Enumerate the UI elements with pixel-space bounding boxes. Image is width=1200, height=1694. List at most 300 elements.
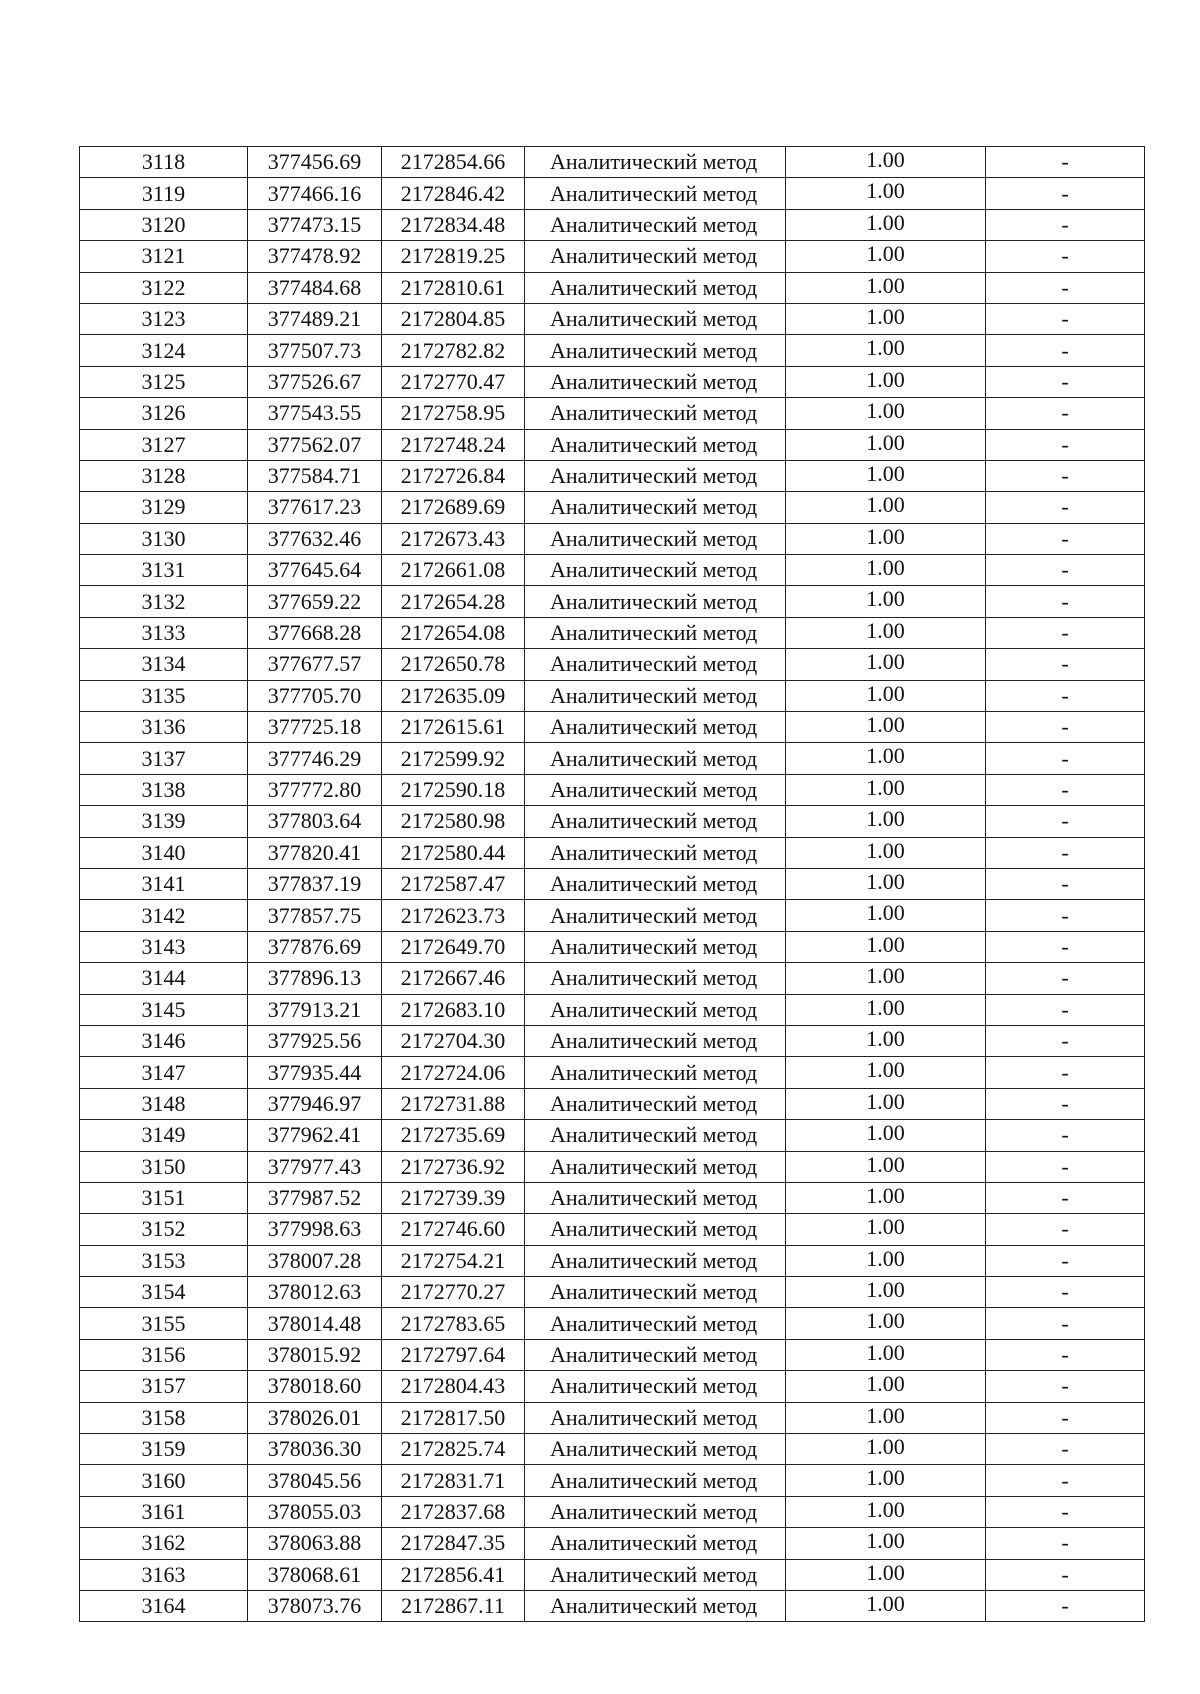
point-number-cell: 3130 — [80, 523, 248, 554]
y-coordinate-cell: 2172654.08 — [382, 617, 525, 648]
accuracy-cell: 1.00 — [786, 1120, 986, 1151]
y-coordinate-cell: 2172867.11 — [382, 1590, 525, 1621]
method-cell: Аналитический метод — [525, 492, 786, 523]
point-number-cell: 3133 — [80, 617, 248, 648]
y-coordinate-cell: 2172831.71 — [382, 1465, 525, 1496]
point-number-cell: 3143 — [80, 931, 248, 962]
note-cell: - — [986, 774, 1145, 805]
y-coordinate-cell: 2172615.61 — [382, 712, 525, 743]
x-coordinate-cell: 378014.48 — [248, 1308, 382, 1339]
coordinates-table — [79, 146, 1145, 1622]
method-cell: Аналитический метод — [525, 460, 786, 491]
y-coordinate-cell: 2172736.92 — [382, 1151, 525, 1182]
table-row — [80, 1590, 1145, 1621]
note-cell: - — [986, 900, 1145, 931]
method-cell: Аналитический метод — [525, 1465, 786, 1496]
note-cell: - — [986, 1371, 1145, 1402]
accuracy-cell: 1.00 — [786, 1057, 986, 1088]
point-number-cell: 3146 — [80, 1025, 248, 1056]
x-coordinate-cell: 377962.41 — [248, 1120, 382, 1151]
accuracy-cell: 1.00 — [786, 492, 986, 523]
accuracy-cell: 1.00 — [786, 1088, 986, 1119]
method-cell: Аналитический метод — [525, 1182, 786, 1213]
note-cell: - — [986, 1528, 1145, 1559]
method-cell: Аналитический метод — [525, 900, 786, 931]
y-coordinate-cell: 2172837.68 — [382, 1496, 525, 1527]
method-cell: Аналитический метод — [525, 680, 786, 711]
y-coordinate-cell: 2172783.65 — [382, 1308, 525, 1339]
note-cell: - — [986, 712, 1145, 743]
accuracy-cell: 1.00 — [786, 1496, 986, 1527]
note-cell: - — [986, 743, 1145, 774]
method-cell: Аналитический метод — [525, 1496, 786, 1527]
note-cell: - — [986, 1496, 1145, 1527]
x-coordinate-cell: 377484.68 — [248, 272, 382, 303]
method-cell: Аналитический метод — [525, 868, 786, 899]
point-number-cell: 3145 — [80, 994, 248, 1025]
table-row — [80, 1434, 1145, 1465]
table-row — [80, 147, 1145, 178]
x-coordinate-cell: 377705.70 — [248, 680, 382, 711]
y-coordinate-cell: 2172683.10 — [382, 994, 525, 1025]
method-cell: Аналитический метод — [525, 649, 786, 680]
table-row — [80, 335, 1145, 366]
table-row — [80, 712, 1145, 743]
point-number-cell: 3147 — [80, 1057, 248, 1088]
y-coordinate-cell: 2172846.42 — [382, 178, 525, 209]
y-coordinate-cell: 2172726.84 — [382, 460, 525, 491]
y-coordinate-cell: 2172599.92 — [382, 743, 525, 774]
x-coordinate-cell: 378068.61 — [248, 1559, 382, 1590]
note-cell: - — [986, 178, 1145, 209]
table-row — [80, 1214, 1145, 1245]
accuracy-cell: 1.00 — [786, 1308, 986, 1339]
note-cell: - — [986, 1434, 1145, 1465]
method-cell: Аналитический метод — [525, 617, 786, 648]
method-cell: Аналитический метод — [525, 366, 786, 397]
accuracy-cell: 1.00 — [786, 586, 986, 617]
accuracy-cell: 1.00 — [786, 366, 986, 397]
x-coordinate-cell: 377677.57 — [248, 649, 382, 680]
note-cell: - — [986, 398, 1145, 429]
point-number-cell: 3161 — [80, 1496, 248, 1527]
y-coordinate-cell: 2172797.64 — [382, 1339, 525, 1370]
table-row — [80, 586, 1145, 617]
x-coordinate-cell: 377526.67 — [248, 366, 382, 397]
method-cell: Аналитический метод — [525, 303, 786, 334]
accuracy-cell: 1.00 — [786, 1182, 986, 1213]
note-cell: - — [986, 963, 1145, 994]
method-cell: Аналитический метод — [525, 147, 786, 178]
x-coordinate-cell: 378045.56 — [248, 1465, 382, 1496]
accuracy-cell: 1.00 — [786, 1214, 986, 1245]
accuracy-cell: 1.00 — [786, 1025, 986, 1056]
point-number-cell: 3159 — [80, 1434, 248, 1465]
y-coordinate-cell: 2172854.66 — [382, 147, 525, 178]
method-cell: Аналитический метод — [525, 1308, 786, 1339]
table-row — [80, 1120, 1145, 1151]
note-cell: - — [986, 1308, 1145, 1339]
point-number-cell: 3163 — [80, 1559, 248, 1590]
x-coordinate-cell: 377543.55 — [248, 398, 382, 429]
table-row — [80, 868, 1145, 899]
y-coordinate-cell: 2172587.47 — [382, 868, 525, 899]
y-coordinate-cell: 2172770.27 — [382, 1277, 525, 1308]
table-row — [80, 1245, 1145, 1276]
method-cell: Аналитический метод — [525, 712, 786, 743]
method-cell: Аналитический метод — [525, 1434, 786, 1465]
x-coordinate-cell: 378063.88 — [248, 1528, 382, 1559]
note-cell: - — [986, 147, 1145, 178]
point-number-cell: 3151 — [80, 1182, 248, 1213]
y-coordinate-cell: 2172580.44 — [382, 837, 525, 868]
method-cell: Аналитический метод — [525, 774, 786, 805]
note-cell: - — [986, 1590, 1145, 1621]
point-number-cell: 3122 — [80, 272, 248, 303]
x-coordinate-cell: 378018.60 — [248, 1371, 382, 1402]
point-number-cell: 3152 — [80, 1214, 248, 1245]
point-number-cell: 3158 — [80, 1402, 248, 1433]
x-coordinate-cell: 378015.92 — [248, 1339, 382, 1370]
point-number-cell: 3129 — [80, 492, 248, 523]
table-row — [80, 1151, 1145, 1182]
point-number-cell: 3120 — [80, 209, 248, 240]
y-coordinate-cell: 2172810.61 — [382, 272, 525, 303]
x-coordinate-cell: 377478.92 — [248, 241, 382, 272]
note-cell: - — [986, 429, 1145, 460]
y-coordinate-cell: 2172654.28 — [382, 586, 525, 617]
method-cell: Аналитический метод — [525, 1245, 786, 1276]
point-number-cell: 3144 — [80, 963, 248, 994]
table-row — [80, 555, 1145, 586]
table-row — [80, 617, 1145, 648]
table-row — [80, 806, 1145, 837]
accuracy-cell: 1.00 — [786, 460, 986, 491]
method-cell: Аналитический метод — [525, 1057, 786, 1088]
accuracy-cell: 1.00 — [786, 335, 986, 366]
accuracy-cell: 1.00 — [786, 774, 986, 805]
note-cell: - — [986, 1025, 1145, 1056]
x-coordinate-cell: 378055.03 — [248, 1496, 382, 1527]
table-row — [80, 1371, 1145, 1402]
y-coordinate-cell: 2172817.50 — [382, 1402, 525, 1433]
point-number-cell: 3119 — [80, 178, 248, 209]
accuracy-cell: 1.00 — [786, 994, 986, 1025]
table-row — [80, 963, 1145, 994]
note-cell: - — [986, 868, 1145, 899]
note-cell: - — [986, 335, 1145, 366]
accuracy-cell: 1.00 — [786, 712, 986, 743]
point-number-cell: 3126 — [80, 398, 248, 429]
accuracy-cell: 1.00 — [786, 272, 986, 303]
y-coordinate-cell: 2172754.21 — [382, 1245, 525, 1276]
y-coordinate-cell: 2172724.06 — [382, 1057, 525, 1088]
point-number-cell: 3123 — [80, 303, 248, 334]
accuracy-cell: 1.00 — [786, 837, 986, 868]
note-cell: - — [986, 1088, 1145, 1119]
table-row — [80, 303, 1145, 334]
point-number-cell: 3138 — [80, 774, 248, 805]
y-coordinate-cell: 2172782.82 — [382, 335, 525, 366]
accuracy-cell: 1.00 — [786, 680, 986, 711]
note-cell: - — [986, 994, 1145, 1025]
point-number-cell: 3155 — [80, 1308, 248, 1339]
note-cell: - — [986, 931, 1145, 962]
x-coordinate-cell: 377837.19 — [248, 868, 382, 899]
point-number-cell: 3137 — [80, 743, 248, 774]
note-cell: - — [986, 586, 1145, 617]
x-coordinate-cell: 377896.13 — [248, 963, 382, 994]
x-coordinate-cell: 377772.80 — [248, 774, 382, 805]
note-cell: - — [986, 1245, 1145, 1276]
y-coordinate-cell: 2172704.30 — [382, 1025, 525, 1056]
accuracy-cell: 1.00 — [786, 868, 986, 899]
point-number-cell: 3162 — [80, 1528, 248, 1559]
table-row — [80, 649, 1145, 680]
point-number-cell: 3131 — [80, 555, 248, 586]
table-row — [80, 272, 1145, 303]
y-coordinate-cell: 2172770.47 — [382, 366, 525, 397]
point-number-cell: 3118 — [80, 147, 248, 178]
y-coordinate-cell: 2172623.73 — [382, 900, 525, 931]
note-cell: - — [986, 1151, 1145, 1182]
accuracy-cell: 1.00 — [786, 523, 986, 554]
x-coordinate-cell: 377820.41 — [248, 837, 382, 868]
x-coordinate-cell: 378026.01 — [248, 1402, 382, 1433]
method-cell: Аналитический метод — [525, 963, 786, 994]
accuracy-cell: 1.00 — [786, 617, 986, 648]
table-row — [80, 1057, 1145, 1088]
note-cell: - — [986, 1214, 1145, 1245]
note-cell: - — [986, 1339, 1145, 1370]
y-coordinate-cell: 2172804.43 — [382, 1371, 525, 1402]
table-row — [80, 1025, 1145, 1056]
method-cell: Аналитический метод — [525, 1025, 786, 1056]
y-coordinate-cell: 2172590.18 — [382, 774, 525, 805]
y-coordinate-cell: 2172661.08 — [382, 555, 525, 586]
point-number-cell: 3124 — [80, 335, 248, 366]
point-number-cell: 3132 — [80, 586, 248, 617]
method-cell: Аналитический метод — [525, 1120, 786, 1151]
method-cell: Аналитический метод — [525, 1528, 786, 1559]
note-cell: - — [986, 523, 1145, 554]
table-row — [80, 931, 1145, 962]
x-coordinate-cell: 377562.07 — [248, 429, 382, 460]
accuracy-cell: 1.00 — [786, 398, 986, 429]
table-row — [80, 1308, 1145, 1339]
x-coordinate-cell: 377946.97 — [248, 1088, 382, 1119]
accuracy-cell: 1.00 — [786, 963, 986, 994]
note-cell: - — [986, 617, 1145, 648]
point-number-cell: 3148 — [80, 1088, 248, 1119]
method-cell: Аналитический метод — [525, 1339, 786, 1370]
x-coordinate-cell: 377876.69 — [248, 931, 382, 962]
method-cell: Аналитический метод — [525, 523, 786, 554]
accuracy-cell: 1.00 — [786, 1528, 986, 1559]
x-coordinate-cell: 377668.28 — [248, 617, 382, 648]
x-coordinate-cell: 377507.73 — [248, 335, 382, 366]
accuracy-cell: 1.00 — [786, 931, 986, 962]
accuracy-cell: 1.00 — [786, 1339, 986, 1370]
y-coordinate-cell: 2172731.88 — [382, 1088, 525, 1119]
table-row — [80, 1339, 1145, 1370]
x-coordinate-cell: 378007.28 — [248, 1245, 382, 1276]
table-row — [80, 1402, 1145, 1433]
x-coordinate-cell: 377473.15 — [248, 209, 382, 240]
x-coordinate-cell: 377998.63 — [248, 1214, 382, 1245]
note-cell: - — [986, 209, 1145, 240]
point-number-cell: 3134 — [80, 649, 248, 680]
table-row — [80, 178, 1145, 209]
note-cell: - — [986, 806, 1145, 837]
method-cell: Аналитический метод — [525, 586, 786, 617]
x-coordinate-cell: 377659.22 — [248, 586, 382, 617]
y-coordinate-cell: 2172819.25 — [382, 241, 525, 272]
accuracy-cell: 1.00 — [786, 1277, 986, 1308]
accuracy-cell: 1.00 — [786, 209, 986, 240]
y-coordinate-cell: 2172834.48 — [382, 209, 525, 240]
method-cell: Аналитический метод — [525, 335, 786, 366]
note-cell: - — [986, 1182, 1145, 1213]
y-coordinate-cell: 2172689.69 — [382, 492, 525, 523]
table-row — [80, 398, 1145, 429]
table-row — [80, 837, 1145, 868]
y-coordinate-cell: 2172649.70 — [382, 931, 525, 962]
x-coordinate-cell: 377913.21 — [248, 994, 382, 1025]
table-row — [80, 523, 1145, 554]
x-coordinate-cell: 378036.30 — [248, 1434, 382, 1465]
table-row — [80, 460, 1145, 491]
point-number-cell: 3135 — [80, 680, 248, 711]
table-row — [80, 492, 1145, 523]
y-coordinate-cell: 2172580.98 — [382, 806, 525, 837]
method-cell: Аналитический метод — [525, 241, 786, 272]
method-cell: Аналитический метод — [525, 931, 786, 962]
point-number-cell: 3153 — [80, 1245, 248, 1276]
table-row — [80, 1465, 1145, 1496]
accuracy-cell: 1.00 — [786, 303, 986, 334]
note-cell: - — [986, 1277, 1145, 1308]
method-cell: Аналитический метод — [525, 429, 786, 460]
note-cell: - — [986, 1559, 1145, 1590]
method-cell: Аналитический метод — [525, 837, 786, 868]
method-cell: Аналитический метод — [525, 272, 786, 303]
y-coordinate-cell: 2172804.85 — [382, 303, 525, 334]
point-number-cell: 3154 — [80, 1277, 248, 1308]
note-cell: - — [986, 1465, 1145, 1496]
accuracy-cell: 1.00 — [786, 1590, 986, 1621]
point-number-cell: 3139 — [80, 806, 248, 837]
y-coordinate-cell: 2172748.24 — [382, 429, 525, 460]
accuracy-cell: 1.00 — [786, 555, 986, 586]
accuracy-cell: 1.00 — [786, 1465, 986, 1496]
point-number-cell: 3150 — [80, 1151, 248, 1182]
note-cell: - — [986, 1120, 1145, 1151]
table-row — [80, 680, 1145, 711]
method-cell: Аналитический метод — [525, 1151, 786, 1182]
table-row — [80, 1496, 1145, 1527]
x-coordinate-cell: 377987.52 — [248, 1182, 382, 1213]
x-coordinate-cell: 377617.23 — [248, 492, 382, 523]
note-cell: - — [986, 272, 1145, 303]
method-cell: Аналитический метод — [525, 398, 786, 429]
point-number-cell: 3140 — [80, 837, 248, 868]
y-coordinate-cell: 2172856.41 — [382, 1559, 525, 1590]
method-cell: Аналитический метод — [525, 1559, 786, 1590]
table-row — [80, 1277, 1145, 1308]
y-coordinate-cell: 2172673.43 — [382, 523, 525, 554]
x-coordinate-cell: 377466.16 — [248, 178, 382, 209]
x-coordinate-cell: 377746.29 — [248, 743, 382, 774]
method-cell: Аналитический метод — [525, 178, 786, 209]
method-cell: Аналитический метод — [525, 1277, 786, 1308]
point-number-cell: 3136 — [80, 712, 248, 743]
method-cell: Аналитический метод — [525, 743, 786, 774]
method-cell: Аналитический метод — [525, 1402, 786, 1433]
x-coordinate-cell: 377645.64 — [248, 555, 382, 586]
point-number-cell: 3157 — [80, 1371, 248, 1402]
y-coordinate-cell: 2172758.95 — [382, 398, 525, 429]
accuracy-cell: 1.00 — [786, 1245, 986, 1276]
table-row — [80, 241, 1145, 272]
x-coordinate-cell: 377925.56 — [248, 1025, 382, 1056]
point-number-cell: 3121 — [80, 241, 248, 272]
x-coordinate-cell: 377632.46 — [248, 523, 382, 554]
point-number-cell: 3141 — [80, 868, 248, 899]
table-row — [80, 900, 1145, 931]
x-coordinate-cell: 378073.76 — [248, 1590, 382, 1621]
method-cell: Аналитический метод — [525, 806, 786, 837]
y-coordinate-cell: 2172847.35 — [382, 1528, 525, 1559]
method-cell: Аналитический метод — [525, 209, 786, 240]
y-coordinate-cell: 2172739.39 — [382, 1182, 525, 1213]
accuracy-cell: 1.00 — [786, 806, 986, 837]
x-coordinate-cell: 377935.44 — [248, 1057, 382, 1088]
table-row — [80, 994, 1145, 1025]
y-coordinate-cell: 2172650.78 — [382, 649, 525, 680]
x-coordinate-cell: 377977.43 — [248, 1151, 382, 1182]
x-coordinate-cell: 377725.18 — [248, 712, 382, 743]
accuracy-cell: 1.00 — [786, 1151, 986, 1182]
note-cell: - — [986, 1057, 1145, 1088]
table-row — [80, 1528, 1145, 1559]
accuracy-cell: 1.00 — [786, 429, 986, 460]
point-number-cell: 3125 — [80, 366, 248, 397]
y-coordinate-cell: 2172635.09 — [382, 680, 525, 711]
y-coordinate-cell: 2172735.69 — [382, 1120, 525, 1151]
table-row — [80, 1182, 1145, 1213]
table-row — [80, 366, 1145, 397]
table-row — [80, 1088, 1145, 1119]
accuracy-cell: 1.00 — [786, 1434, 986, 1465]
x-coordinate-cell: 377456.69 — [248, 147, 382, 178]
note-cell: - — [986, 366, 1145, 397]
accuracy-cell: 1.00 — [786, 147, 986, 178]
x-coordinate-cell: 377489.21 — [248, 303, 382, 334]
note-cell: - — [986, 1402, 1145, 1433]
point-number-cell: 3127 — [80, 429, 248, 460]
method-cell: Аналитический метод — [525, 1088, 786, 1119]
table-row — [80, 774, 1145, 805]
x-coordinate-cell: 377857.75 — [248, 900, 382, 931]
table-row — [80, 1559, 1145, 1590]
x-coordinate-cell: 378012.63 — [248, 1277, 382, 1308]
point-number-cell: 3149 — [80, 1120, 248, 1151]
y-coordinate-cell: 2172667.46 — [382, 963, 525, 994]
note-cell: - — [986, 303, 1145, 334]
table-row — [80, 429, 1145, 460]
x-coordinate-cell: 377803.64 — [248, 806, 382, 837]
